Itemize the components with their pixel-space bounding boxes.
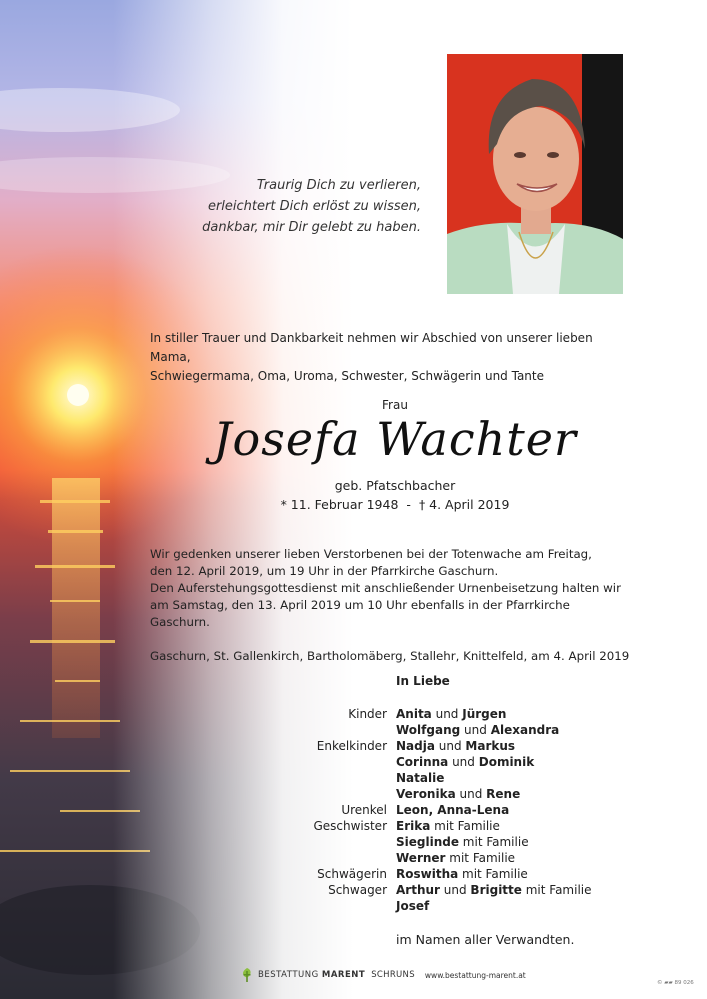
mourner-name: Leon, Anna-Lena	[396, 803, 510, 817]
connector-text: und	[439, 883, 471, 897]
mourner-row	[250, 738, 592, 754]
mourner-names	[396, 754, 534, 770]
mourner-row	[250, 770, 592, 786]
funeral-home-name	[258, 970, 365, 980]
mourner-name: Jürgen	[462, 707, 507, 721]
mourner-names	[396, 706, 506, 722]
relation-label	[250, 722, 396, 738]
cross-leaf-logo-icon	[240, 967, 254, 983]
connector-text: und	[455, 787, 487, 801]
mourner-name: Josef	[396, 899, 430, 913]
birth-name: geb. Pfatschbacher	[334, 478, 456, 493]
service-details	[150, 546, 630, 665]
mourner-row	[250, 834, 592, 850]
funeral-line: Den Auferstehungsgottesdienst mit anschließender Urnenbeisetzung halten wir	[150, 581, 621, 595]
portrait-photo	[447, 54, 623, 294]
connector-text: mit Familie	[458, 867, 528, 881]
connector-text: mit Familie	[430, 819, 500, 833]
funeral-home-url: www.bestattung-marent.at	[424, 970, 526, 980]
print-code: © ▰▰ 89 026	[657, 980, 694, 986]
mourner-names	[396, 770, 444, 786]
connector-text: mit Familie	[521, 883, 592, 897]
birth-date: * 11. Februar 1948	[280, 497, 399, 512]
wake-line: Wir gedenken unserer lieben Verstorbenen bei der Totenwache am Freitag,	[150, 547, 592, 561]
funeral-line: am Samstag, den 13. April 2019 um 10 Uhr ebenfalls in der Pfarrkirche Gaschurn.	[150, 598, 570, 629]
mourner-name: Markus	[465, 739, 516, 753]
mourner-name: Dominik	[478, 755, 535, 769]
mourner-name: Veronika	[396, 787, 456, 801]
intro-line: Schwiegermama, Oma, Uroma, Schwester, Schwägerin und Tante	[150, 369, 545, 383]
brand-name: MARENT	[321, 970, 366, 980]
place-date: Gaschurn, St. Gallenkirch, Bartholomäberg, Stallehr, Knittelfeld, am 4. April 2019	[150, 649, 630, 663]
relation-label: Kinder	[348, 707, 387, 721]
connector-text: und	[434, 739, 466, 753]
salutation: Frau	[382, 398, 408, 412]
relation-label	[250, 754, 396, 770]
relation-label	[250, 770, 396, 786]
mourner-names	[396, 834, 529, 850]
mourner-row	[250, 818, 592, 834]
mourner-name: Sieglinde	[396, 835, 459, 849]
mourner-row	[250, 802, 592, 818]
relation-label: Urenkel	[341, 803, 387, 817]
relation-label	[250, 850, 396, 866]
relation-label: Schwager	[328, 883, 387, 897]
brand-prefix: BESTATTUNG	[258, 970, 319, 980]
quote-line: dankbar, mir Dir gelebt zu haben.	[202, 220, 421, 235]
mourner-row	[250, 754, 592, 770]
mourner-row	[250, 882, 592, 898]
mourner-row	[250, 706, 592, 722]
mourners-heading: In Liebe	[396, 674, 450, 688]
mourner-names	[396, 850, 515, 866]
mourner-name: Rene	[486, 787, 521, 801]
mourner-name: Wolfgang	[396, 723, 461, 737]
relation-label: Geschwister	[313, 819, 387, 833]
quote-line: Traurig Dich zu verlieren,	[256, 178, 421, 193]
mourner-row	[250, 866, 592, 882]
connector-text: und	[460, 723, 491, 737]
connector-text: mit Familie	[445, 851, 516, 865]
mourners-list	[250, 706, 592, 914]
mourner-name: Arthur	[396, 883, 440, 897]
mourner-name: Alexandra	[490, 723, 560, 737]
mourner-name: Nadja	[396, 739, 435, 753]
relation-label	[250, 898, 396, 914]
mourner-row	[250, 722, 592, 738]
mourner-row	[250, 850, 592, 866]
mourner-names	[396, 802, 509, 818]
relation-label: Schwägerin	[317, 867, 387, 881]
intro-line: In stiller Trauer und Dankbarkeit nehmen wir Abschied von unserer lieben Mama,	[150, 331, 593, 364]
mourner-name: Corinna	[396, 755, 449, 769]
mourner-name: Anita	[396, 707, 432, 721]
mourner-row	[250, 898, 592, 914]
mourner-names	[396, 866, 528, 882]
wake-line: den 12. April 2019, um 19 Uhr in der Pfarrkirche Gaschurn.	[150, 564, 499, 578]
mourner-names	[396, 722, 559, 738]
mourner-name: Erika	[396, 819, 431, 833]
relation-label: Enkelkinder	[316, 739, 387, 753]
mourner-name: Roswitha	[396, 867, 459, 881]
funeral-home-footer	[240, 965, 526, 985]
mourner-name: Natalie	[396, 771, 445, 785]
death-date: † 4. April 2019	[418, 497, 510, 512]
mourner-names	[396, 786, 520, 802]
farewell-intro	[150, 329, 620, 386]
relation-label	[250, 834, 396, 850]
connector-text: mit Familie	[458, 835, 529, 849]
mourner-row	[250, 786, 592, 802]
mourner-names	[396, 738, 515, 754]
relation-label	[250, 786, 396, 802]
quote-line: erleichtert Dich erlöst zu wissen,	[207, 199, 421, 214]
funeral-home-location: SCHRUNS	[371, 970, 415, 980]
connector-text: und	[448, 755, 479, 769]
mourner-names	[396, 818, 500, 834]
date-separator: -	[406, 497, 411, 512]
mourner-names	[396, 882, 592, 898]
memorial-quote	[200, 175, 421, 238]
closing-line: im Namen aller Verwandten.	[396, 932, 575, 947]
life-dates	[0, 497, 707, 512]
mourner-name: Werner	[396, 851, 446, 865]
deceased-name: Josefa Wachter	[213, 412, 577, 466]
mourner-name: Brigitte	[470, 883, 522, 897]
connector-text: und	[431, 707, 463, 721]
mourner-names	[396, 898, 429, 914]
